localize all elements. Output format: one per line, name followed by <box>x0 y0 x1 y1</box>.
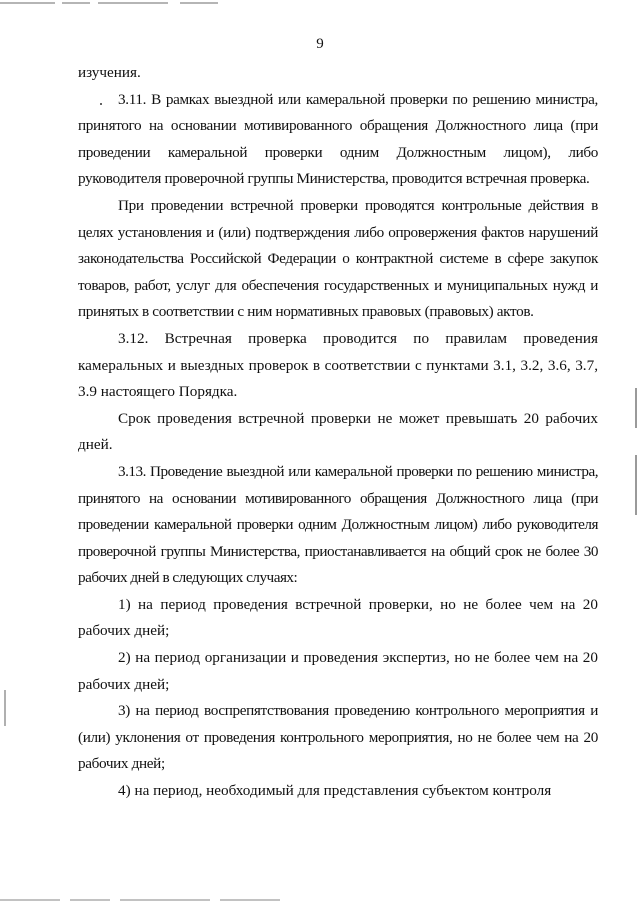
scan-artifact <box>180 2 218 4</box>
list-item: 2) на период организации и проведения экспертиз, но не более чем на 20 рабочих дней; <box>78 649 598 693</box>
scan-artifact <box>120 899 210 901</box>
scan-artifact <box>70 899 110 901</box>
scan-artifact <box>220 899 280 901</box>
scan-artifact <box>635 455 637 515</box>
scan-artifact <box>0 899 60 901</box>
scan-artifact <box>635 388 637 428</box>
page-number: 9 <box>316 36 324 52</box>
list-item: 3) на период воспрепятствования проведению контрольного мероприятия и (или) уклонения от проведения контрольного мероприятия, но не более чем на 20 рабочих дней; <box>78 702 598 773</box>
scan-artifact <box>0 2 55 4</box>
scan-artifact <box>98 2 168 4</box>
scan-artifact <box>62 2 90 4</box>
paragraph: изучения. <box>78 64 141 81</box>
paragraph: При проведении встречной проверки проводятся контрольные действия в целях установления и (или) подтверждения либо опровержения фактов нарушений законодательства Российской Федерации о контрактной системе в сфере закупок товаров, работ, услуг для обеспечения государственных и муниципальных нужд и принятых в соответствии с ним нормативных правовых (правовых) актов. <box>78 196 598 321</box>
paragraph: 3.13. Проведение выездной или камеральной проверки по решению министра, принятого на основании мотивированного обращения Должностного лица (при проведении камеральной проверки одним Должностным лицом) либо руководителя проверочной группы Министерства, приостанавливается на общий срок не более 30 рабочих дней в следующих случаях: <box>78 462 598 587</box>
scan-edge-bottom <box>0 899 640 903</box>
paragraph: Срок проведения встречной проверки не может превышать 20 рабочих дней. <box>78 409 598 454</box>
document-body <box>78 60 598 805</box>
list-item: 1) на период проведения встречной проверки, но не более чем на 20 рабочих дней; <box>78 595 598 640</box>
paragraph: 3.12. Встречная проверка проводится по правилам проведения камеральных и выездных проверок в соответствии с пунктами 3.1, 3.2, 3.6, 3.7, 3.9 настоящего Порядка. <box>78 329 598 401</box>
paragraph: 3.11. В рамках выездной или камеральной проверки по решению министра, принятого на основании мотивированного обращения Должностного лица (при проведении камеральной проверки одним Должностным лицом), либо руководителя проверочной группы Министерства, проводится встречная проверка. <box>78 90 598 188</box>
list-item: 4) на период, необходимый для представления субъектом контроля <box>118 782 552 800</box>
scan-artifact <box>4 690 6 726</box>
scan-edge-top <box>0 2 640 6</box>
